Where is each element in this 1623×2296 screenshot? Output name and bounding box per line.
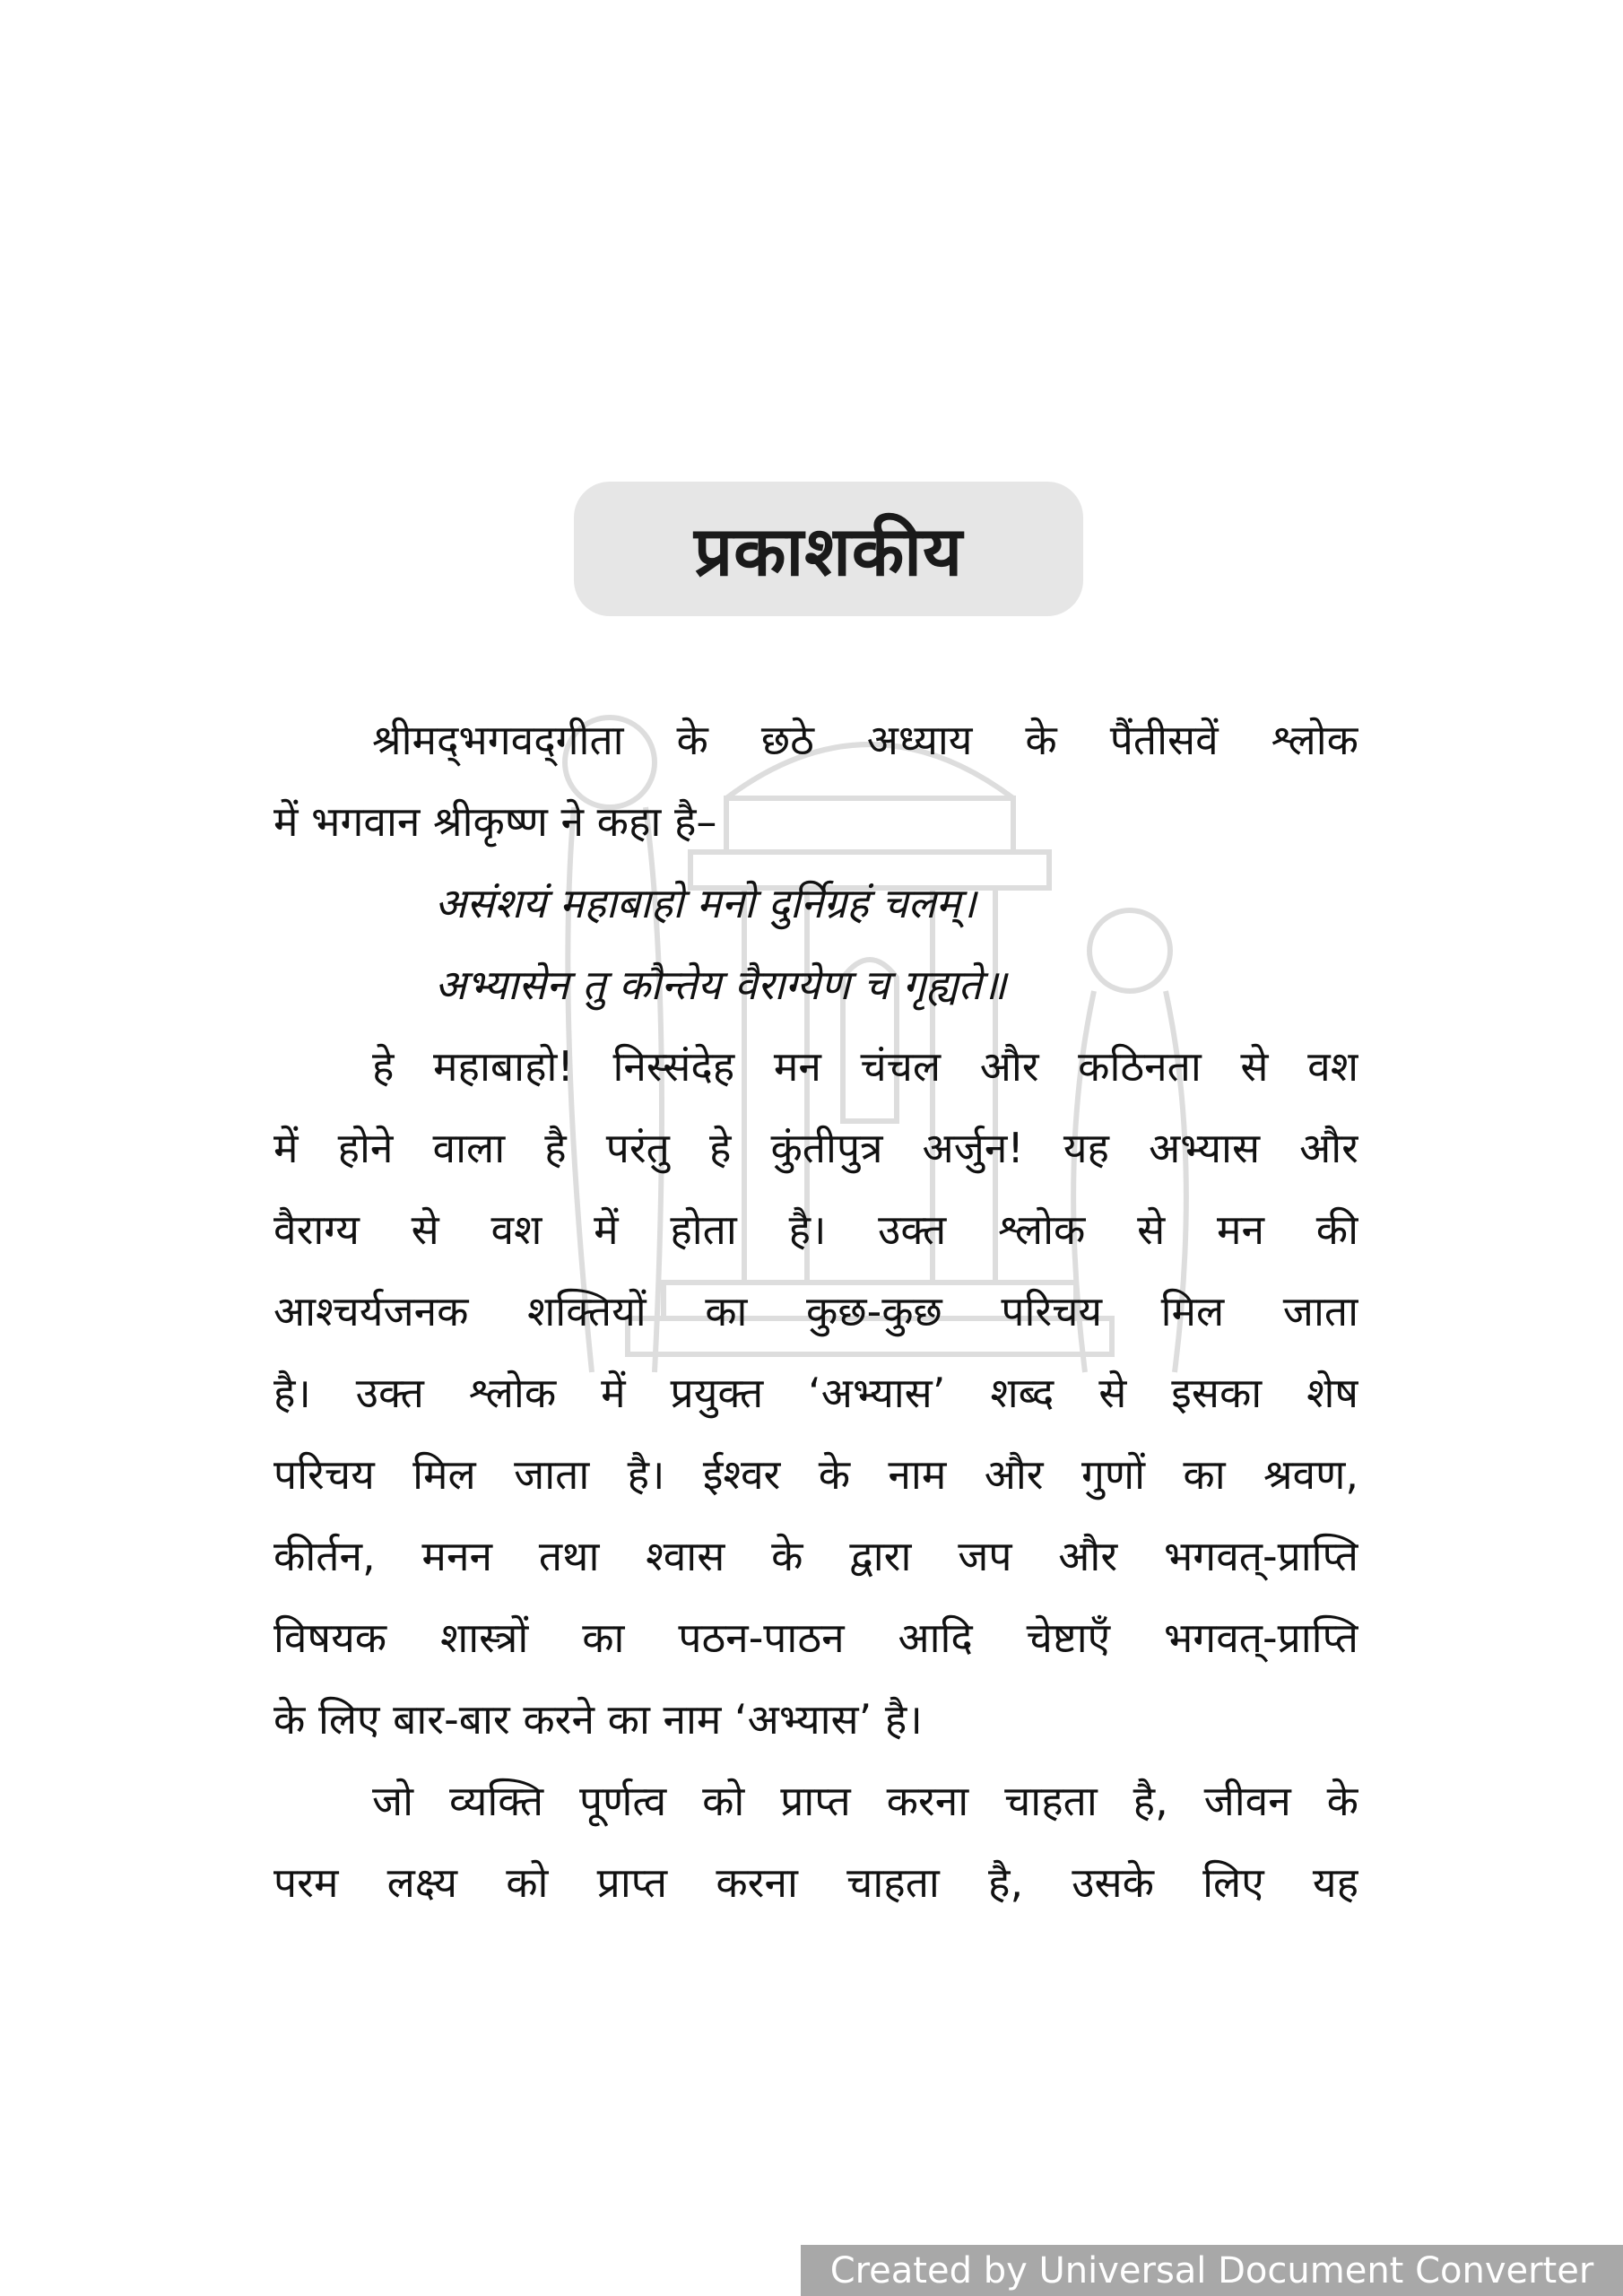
paragraph-2-line-3: वैराग्य से वश में होता है। उक्त श्लोक से मन की [273,1205,1358,1254]
paragraph-1-line-2: में भगवान श्रीकृष्ण ने कहा है– [273,797,717,846]
paragraph-2-line-2: में होने वाला है परंतु हे कुंतीपुत्र अर्जुन! यह अभ्यास और [273,1124,1358,1172]
verse-line-1: असंशयं महाबाहो मनो दुर्निग्रहं चलम्। [435,879,976,927]
paragraph-2-line-9: के लिए बार-बार करने का नाम ‘अभ्यास’ है। [273,1695,923,1744]
document-body [273,700,1358,1924]
paragraph-3-line-1: जो व्यक्ति पूर्णत्व को प्राप्त करना चाहता है, जीवन के [372,1777,1358,1825]
paragraph-2-line-4: आश्चर्यजनक शक्तियों का कुछ-कुछ परिचय मिल जाता [273,1287,1358,1335]
paragraph-3-line-2: परम लक्ष्य को प्राप्त करना चाहता है, उसके लिए यह [273,1858,1358,1907]
verse-line-2: अभ्यासेन तु कौन्तेय वैराग्येण च गृह्यते॥ [435,961,1007,1009]
paragraph-2-line-1: हे महाबाहो! निस्संदेह मन चंचल और कठिनता से वश [372,1042,1358,1091]
paragraph-2-line-5: है। उक्त श्लोक में प्रयुक्त ‘अभ्यास’ शब्द से इसका शेष [273,1369,1358,1417]
page-title: प्रकाशकीय [693,510,964,591]
converter-watermark-stamp [801,2245,1623,2296]
paragraph-1-line-1: श्रीमद्‌भगवद्‌गीता के छठे अध्याय के पैंतीसवें श्लोक [372,716,1358,764]
paragraph-2-line-7: कीर्तन, मनन तथा श्वास के द्वारा जप और भगवत्-प्राप्ति [273,1532,1358,1580]
paragraph-2-line-8: विषयक शास्त्रों का पठन-पाठन आदि चेष्टाएँ भगवत्-प्राप्ति [273,1613,1358,1662]
paragraph-2-line-6: परिचय मिल जाता है। ईश्वर के नाम और गुणों का श्रवण, [273,1450,1358,1499]
title-banner [574,482,1083,616]
converter-watermark-text: Created by Universal Document Converter [829,2249,1594,2292]
